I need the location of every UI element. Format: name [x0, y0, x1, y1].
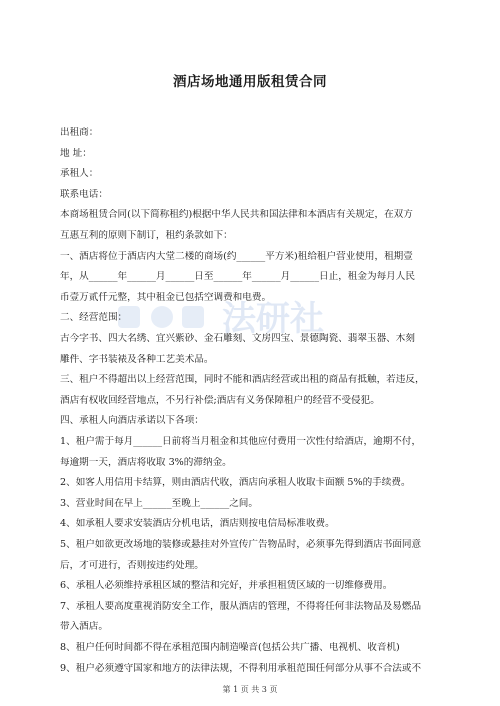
- document-line: 3、营业时间在早上______至晚上______之间。: [60, 497, 258, 509]
- document-line: 联系电话：: [60, 188, 108, 200]
- document-line: 每逾期一天，酒店将收取 3%的滞纳金。: [60, 456, 232, 468]
- document-line: 三、租户不得超出以上经营范围，同时不能和酒店经营或出租的商品有抵触，若违反，: [60, 374, 425, 386]
- document-title: 酒店场地通用版租赁合同: [173, 74, 327, 90]
- document-line: 5、租户如欲更改场地的装修或悬挂对外宣传广告物品时，必须事先得到酒店书面同意: [60, 539, 422, 550]
- document-line: 本商场租赁合同(以下简称租约)根据中华人民共和国法律和本酒店有关规定，在双方: [60, 209, 413, 221]
- document-line: 地 址：: [60, 147, 92, 159]
- document-line: 6、承租人必须维持承租区域的整洁和完好，并承担租赁区域的一切维修费用。: [60, 580, 393, 592]
- document-line: 出租商：: [60, 127, 99, 138]
- document-line: 8、租户任何时间都不得在承租范围内制造噪音(包括公共广播、电视机、收音机): [60, 642, 400, 653]
- document-line: 承租人：: [60, 168, 99, 180]
- document-line: 雕件、字书装裱及各种工艺美术品。: [60, 353, 214, 365]
- page-footer: 第 1 页 共 3 页: [222, 685, 278, 694]
- document-line: 二、经营范围：: [60, 312, 128, 324]
- document-line: 互惠互利的原则下制订，租约条款如下：: [60, 230, 233, 241]
- document-line: 7、承租人要高度重视消防安全工作，服从酒店的管理，不得将任何非法物品及易燃品: [60, 600, 422, 612]
- document-line: 9、租户必须遵守国家和地方的法律法规，不得利用承租范围任何部分从事不合法或不: [60, 662, 422, 674]
- document-line: 4、如承租人要求安装酒店分机电话，酒店则按电信局标准收费。: [60, 518, 335, 530]
- document-line: 1、租户需于每月______日前将当月租金和其他应付费用一次性付给酒店，逾期不付，: [60, 436, 422, 447]
- document-line: 2、如客人用信用卡结算，则由酒店代收，酒店向承租人收取卡面额 5%的手续费。: [60, 477, 411, 489]
- document-line: 古今字书、四大名绣、宜兴紫砂、金石雕刻、文房四宝、景德陶瓷、翡翠玉器、木刻: [60, 333, 415, 344]
- document-line: 币壹万贰仟元整，其中租金已包括空调费和电费。: [60, 291, 272, 303]
- document-line: 一、酒店将位于酒店内大堂二楼的商场(约______平方米)租给租户营业使用，租期壹: [60, 250, 413, 262]
- watermark-text: 法研社: [222, 299, 324, 339]
- document-line: 四、承租人向酒店承诺以下各项：: [60, 415, 204, 427]
- document-line: 年，从______年______月______日至______年______月______日止，租金为每月人民: [60, 271, 415, 283]
- document-line: 酒店有权收回经营地点，不另行补偿;酒店有义务保障租户的经营不受侵犯。: [60, 394, 380, 406]
- document-line: 带入酒店。: [60, 621, 108, 633]
- document-line: 后，才可进行，否则按违约处理。: [60, 559, 204, 571]
